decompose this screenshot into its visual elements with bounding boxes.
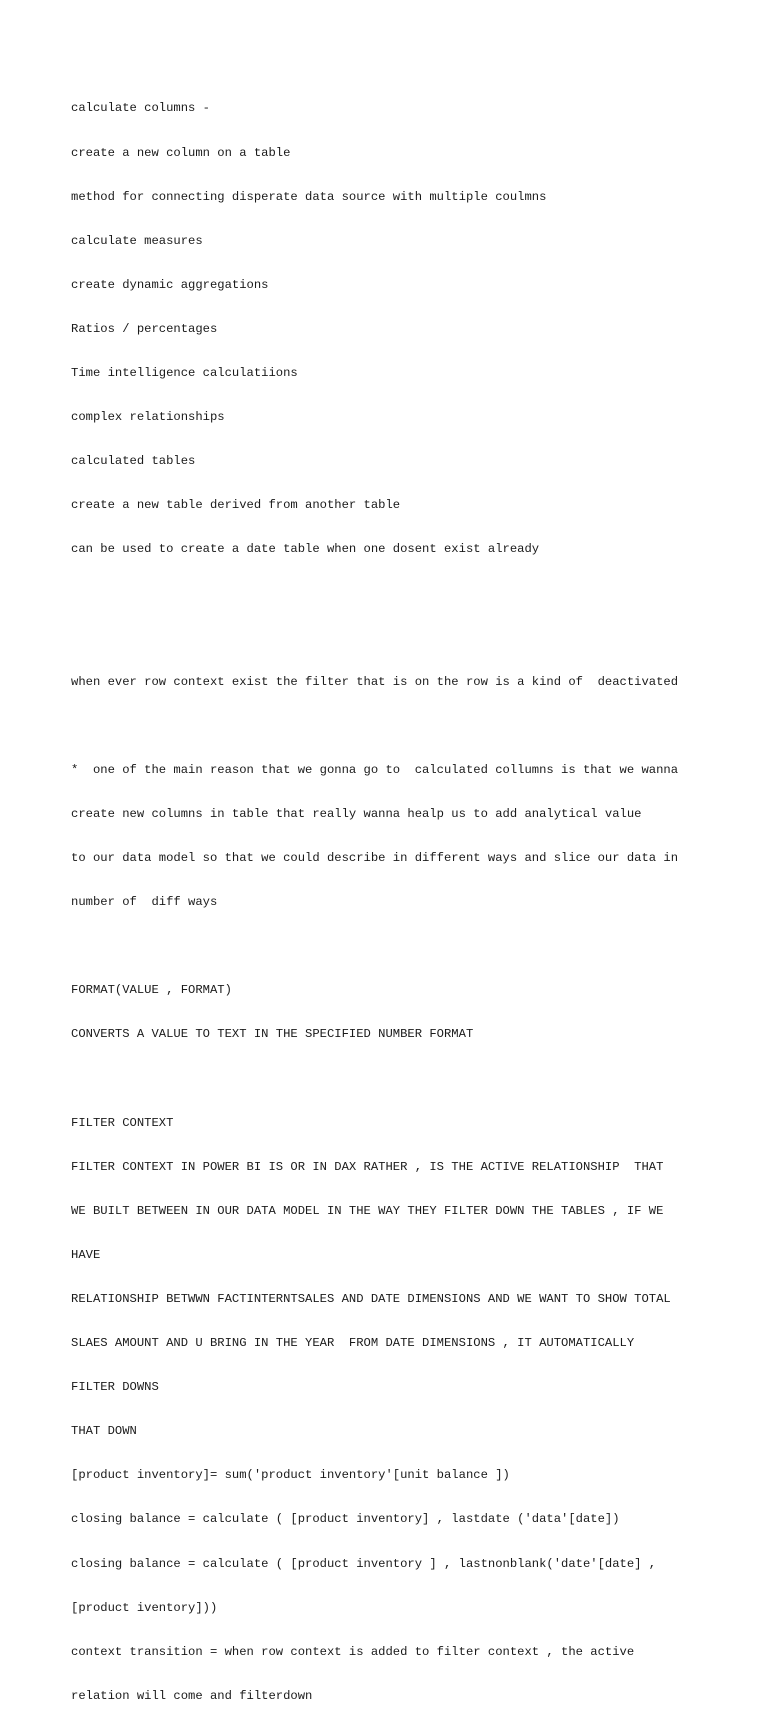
blank-line <box>71 586 711 601</box>
text-line: method for connecting disperate data source with multiple coulmns <box>71 189 547 204</box>
text-line: FILTER CONTEXT <box>71 1115 174 1130</box>
text-line: [product inventory]= sum('product inventory'[unit balance ]) <box>71 1468 510 1483</box>
text-line: complex relationships <box>71 410 225 425</box>
text-line: calculated tables <box>71 454 196 469</box>
text-line: can be used to create a date table when one dosent exist already <box>71 542 540 557</box>
document-page <box>71 72 711 1718</box>
text-line: CONVERTS A VALUE TO TEXT IN THE SPECIFIED NUMBER FORMAT <box>71 1027 474 1042</box>
text-line: FILTER CONTEXT IN POWER BI IS OR IN DAX RATHER , IS THE ACTIVE RELATIONSHIP THAT <box>71 1159 664 1174</box>
text-line: closing balance = calculate ( [product inventory ] , lastnonblank('date'[date] , <box>71 1556 657 1571</box>
text-line: calculate columns - <box>71 101 210 116</box>
text-line: Time intelligence calculatiions <box>71 365 298 380</box>
text-line: HAVE <box>71 1247 101 1262</box>
text-line: when ever row context exist the filter that is on the row is a kind of deactivated <box>71 674 679 689</box>
text-line: WE BUILT BETWEEN IN OUR DATA MODEL IN THE WAY THEY FILTER DOWN THE TABLES , IF WE <box>71 1203 664 1218</box>
blank-line <box>71 939 711 954</box>
text-line: THAT DOWN <box>71 1424 137 1439</box>
text-line: create a new column on a table <box>71 145 291 160</box>
text-line: create dynamic aggregations <box>71 277 269 292</box>
text-line: number of diff ways <box>71 895 218 910</box>
blank-line <box>71 631 711 646</box>
text-line: * one of the main reason that we gonna go to calculated collumns is that we wanna <box>71 762 679 777</box>
text-line: Ratios / percentages <box>71 321 218 336</box>
text-line: [product iventory])) <box>71 1600 218 1615</box>
text-line: relation will come and filterdown <box>71 1688 313 1703</box>
text-line: to our data model so that we could describe in different ways and slice our data in <box>71 851 679 865</box>
text-line: closing balance = calculate ( [product inventory] , lastdate ('data'[date]) <box>71 1512 620 1527</box>
blank-line <box>71 1071 711 1086</box>
text-line: calculate measures <box>71 233 203 248</box>
text-line: create new columns in table that really wanna healp us to add analytical value <box>71 806 642 821</box>
text-line: context transition = when row context is added to filter context , the active <box>71 1644 635 1659</box>
text-line: FORMAT(VALUE , FORMAT) <box>71 983 232 998</box>
text-line: RELATIONSHIP BETWWN FACTINTERNTSALES AND DATE DIMENSIONS AND WE WANT TO SHOW TOTAL <box>71 1291 671 1306</box>
blank-line <box>71 719 711 734</box>
text-line: create a new table derived from another table <box>71 498 401 513</box>
text-line: SLAES AMOUNT AND U BRING IN THE YEAR FROM DATE DIMENSIONS , IT AUTOMATICALLY <box>71 1336 635 1351</box>
text-line: FILTER DOWNS <box>71 1380 159 1395</box>
